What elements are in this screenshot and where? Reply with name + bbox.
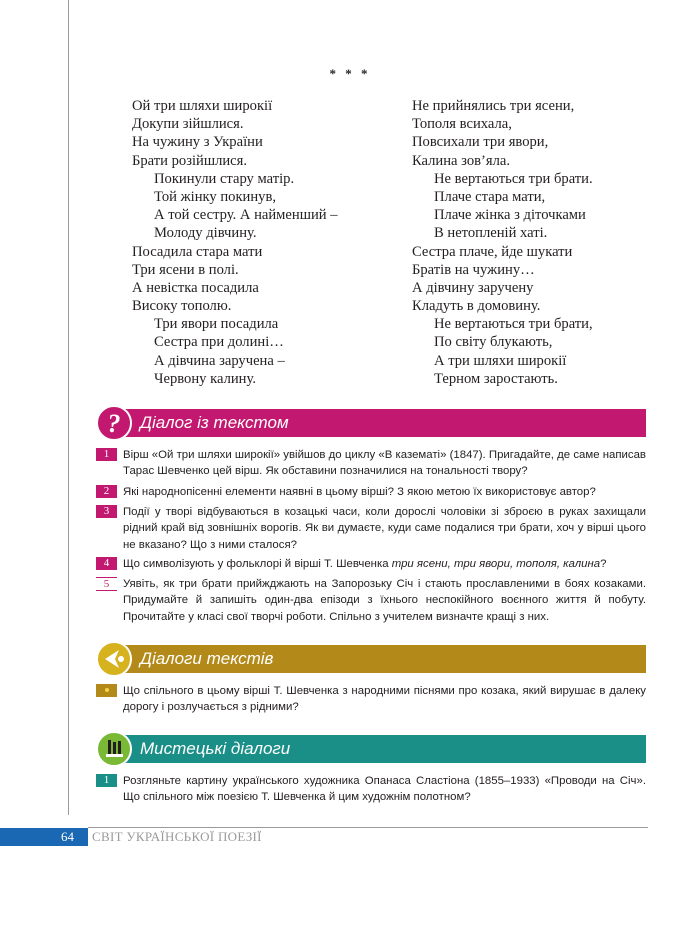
poem-line: А дівчина заручена – <box>154 352 285 369</box>
poem-line: Високу тополю. <box>132 298 232 315</box>
poem-line: Не вертаються три брати, <box>434 316 593 333</box>
poem-line: Сестра плаче, йде шукати <box>412 243 573 260</box>
bullet-marker <box>96 684 117 697</box>
poem-line: Не прийнялись три ясени, <box>412 98 575 114</box>
poem-line: Кладуть в домовину. <box>412 298 541 315</box>
poem-line: А той сестру. А найменший – <box>154 207 338 224</box>
poem-line: А три шляхи широкії <box>434 352 567 369</box>
poem-line: Тополя всихала, <box>412 116 512 133</box>
poem-right-column <box>412 97 593 388</box>
poem-line: А дівчину заручену <box>412 279 534 296</box>
question-text: Події у творі відбуваються в козацькі часи, коли дорослі чоловіки зі зброєю в руках захищали рідний край від зовнішніх ворогів. Як ви думаєте, куди саме подалися три брати, хоч у вірші цього не вказано? Що з ними сталося? <box>123 506 646 551</box>
question-text-part: ? <box>600 558 607 570</box>
poem-line: По світу блукають, <box>434 334 553 351</box>
question-item <box>96 556 646 572</box>
poem-line: Три явори посадила <box>154 316 279 333</box>
poem-line: Калина зов’яла. <box>412 152 511 169</box>
footer-rule <box>88 827 648 828</box>
question-number: 4 <box>96 557 117 570</box>
poem-line: Молоду дівчину. <box>154 225 257 242</box>
arrow-icon <box>96 641 132 677</box>
poem-line: Терном заростають. <box>434 370 558 387</box>
question-number: 3 <box>96 505 117 518</box>
poem-line: Брати розійшлися. <box>132 152 248 169</box>
poem-left-column <box>132 97 338 388</box>
poem-line: Повсихали три явори, <box>412 134 549 151</box>
art-dialog-banner <box>96 735 646 763</box>
question-item <box>96 683 646 716</box>
dialog-with-text-banner <box>96 409 646 437</box>
question-text-part: Що символізують у фольклорі й вірші Т. Шевченка <box>123 558 392 570</box>
poem-line: Той жінку покинув, <box>154 188 277 205</box>
question-text: Що спільного в цьому вірші Т. Шевченка з народними піснями про козака, який вирушає в далеку дорогу і розлучається з рідними? <box>123 685 646 714</box>
page-number: 64 <box>61 829 74 844</box>
brushes-icon <box>96 731 132 767</box>
texts-dialog-banner <box>96 645 646 673</box>
poem-line: Сестра при долині… <box>154 334 284 351</box>
poem-line: Ой три шляхи широкії <box>132 98 273 114</box>
section-title: Діалоги текстів <box>140 649 274 668</box>
poem-stars: * * * <box>329 66 371 81</box>
poem-line: Три ясени в полі. <box>132 261 239 278</box>
poem-line: Посадила стара мати <box>132 243 263 260</box>
poem-line: Червону калину. <box>154 370 256 387</box>
poem-line: На чужину з України <box>132 134 263 151</box>
running-footer-title: СВІТ УКРАЇНСЬКОЇ ПОЕЗІЇ <box>92 829 262 844</box>
question-number: 2 <box>96 485 117 498</box>
question-item <box>96 484 646 500</box>
question-item <box>96 504 646 553</box>
question-text: Розгляньте картину українського художника Опанаса Сластіона (1855–1933) «Проводи на Січ». Що спільного між поезією Т. Шевченка й цим художнім полотном? <box>123 775 646 804</box>
bullet-dot <box>105 688 109 692</box>
poem-line: Не вертаються три брати. <box>434 170 593 187</box>
margin-rule <box>68 0 69 815</box>
question-text: Які народнопісенні елементи наявні в цьому вірші? З якою метою їх використовує автор? <box>123 486 596 498</box>
question-number: 1 <box>96 774 117 787</box>
question-text <box>123 556 646 572</box>
poem-line: Плаче стара мати, <box>434 188 546 205</box>
poem-line: А невістка посадила <box>132 279 259 296</box>
question-number: 1 <box>96 448 117 461</box>
poem-line: Покинули стару матір. <box>154 170 295 187</box>
poem-line: Докупи зійшлися. <box>132 116 244 133</box>
question-item <box>96 773 646 806</box>
svg-text:?: ? <box>107 409 121 437</box>
section-title: Мистецькі діалоги <box>140 739 291 758</box>
question-icon <box>96 405 132 441</box>
poem-line: Братів на чужину… <box>412 261 535 278</box>
question-text-italic: три ясени, три явори, тополя, калина <box>391 558 601 570</box>
footer-page-tab <box>0 828 88 846</box>
poem-line: В нетопленій хаті. <box>434 225 548 242</box>
poem-line: Плаче жінка з діточками <box>434 207 586 224</box>
question-text: Вірш «Ой три шляхи широкії» увійшов до циклу «В казематі» (1847). Пригадайте, де саме написав Тарас Шевченко цей вірш. Як обставини позначилися на тональності твору? <box>123 449 646 478</box>
question-number: 5 <box>96 577 117 591</box>
section-title: Діалог із текстом <box>140 413 289 432</box>
question-item <box>96 576 646 625</box>
question-text: Уявіть, як три брати прийжджають на Запорозьку Січ і стають прославленими в боях козаками. Придумайте й запишіть один-два епізоди з їхнього неспокійного воєнного життя й побуту. Прочитайте у класі свої творчі роботи. Спільно з учителем визначте кращі з них. <box>123 578 646 623</box>
question-item <box>96 447 646 480</box>
